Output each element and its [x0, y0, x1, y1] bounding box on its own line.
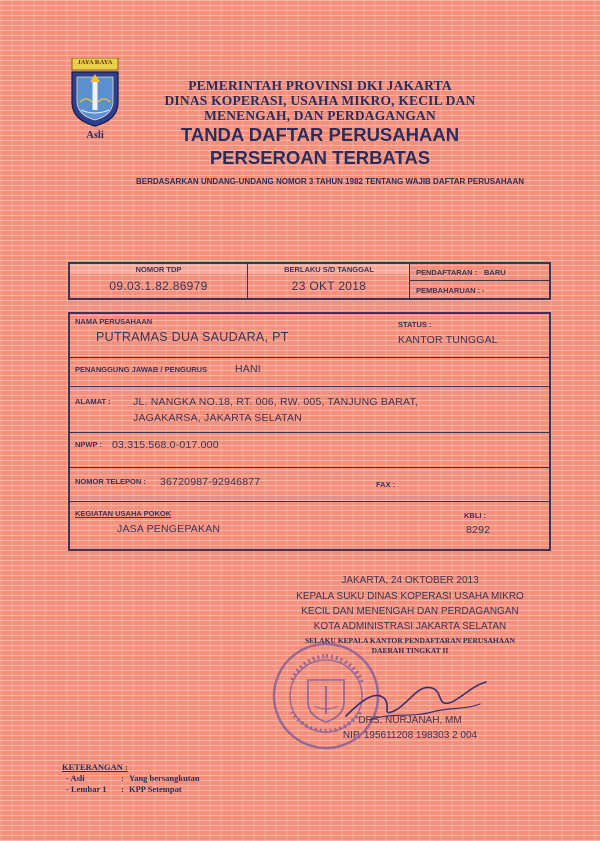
official-title-line-2: KECIL DAN MENENGAH DAN PERDAGANGAN [301, 606, 519, 617]
place-date: JAKARTA, 24 OKTOBER 2013 [341, 575, 479, 586]
notes-row1-value: Yang bersangkutan [129, 773, 200, 783]
notes-row1-sep: : [121, 773, 124, 783]
kbli-label: KBLI : [464, 511, 487, 520]
responsible-person-value: HANI [235, 363, 261, 375]
valid-until-label: BERLAKU S/D TANGGAL [284, 265, 374, 274]
official-title-line-1: KEPALA SUKU DINAS KOPERASI USAHA MIKRO [296, 591, 524, 602]
capacity-line-2: DAERAH TINGKAT II [371, 646, 449, 655]
jakarta-logo [66, 58, 124, 141]
notes-row1-key: - Asli [66, 773, 85, 783]
status-label: STATUS : [398, 320, 432, 329]
header-line-1: PEMERINTAH PROVINSI DKI JAKARTA [188, 78, 452, 93]
company-divider-2 [70, 386, 549, 387]
renewal-label: PEMBAHARUAN : [416, 286, 481, 295]
company-divider-5 [70, 501, 549, 502]
npwp-value: 03.315.568.0-017.000 [112, 439, 219, 451]
document-title: TANDA DAFTAR PERUSAHAAN [180, 124, 460, 145]
notes-row2-key: - Lembar 1 [66, 784, 107, 794]
registration-divider-1 [247, 264, 248, 298]
registration-type-label: PENDAFTARAN : [416, 268, 478, 277]
tdp-number-value: 09.03.1.82.86979 [109, 279, 208, 293]
phone-label: NOMOR TELEPON : [75, 477, 146, 486]
main-activity-label: KEGIATAN USAHA POKOK [75, 509, 172, 518]
renewal-value: - [482, 286, 485, 295]
document-subtitle: PERSEROAN TERBATAS [209, 147, 431, 168]
registration-divider-2 [409, 264, 410, 298]
status-value: KANTOR TUNGGAL [398, 334, 498, 346]
address-label: ALAMAT : [75, 397, 111, 406]
capacity-line-1: SELAKU KEPALA KANTOR PENDAFTARAN PERUSAHAAN [304, 636, 516, 645]
company-divider-4 [70, 467, 549, 468]
official-nip: NIP. 195611208 198303 2 004 [342, 730, 478, 741]
logo-banner: JAYA RAYA [77, 59, 113, 66]
main-activity-value: JASA PENGEPAKAN [117, 523, 221, 535]
notes-row2-sep: : [121, 784, 124, 794]
address-line-2: JAGAKARSA, JAKARTA SELATAN [133, 412, 302, 424]
npwp-label: NPWP : [75, 440, 102, 449]
registration-divider-3 [410, 280, 550, 281]
fax-label: FAX : [376, 480, 396, 489]
company-name-label: NAMA PERUSAHAAN [75, 317, 153, 326]
tdp-number-label: NOMOR TDP [135, 265, 182, 274]
official-title-line-3: KOTA ADMINISTRASI JAKARTA SELATAN [313, 621, 507, 632]
company-name-value: PUTRAMAS DUA SAUDARA, PT [96, 330, 289, 344]
header-line-3: MENENGAH, DAN PERDAGANGAN [204, 108, 436, 123]
notes-row2-value: KPP Setempat [129, 784, 182, 794]
legal-basis: BERDASARKAN UNDANG-UNDANG NOMOR 3 TAHUN 1982 TENTANG WAJIB DAFTAR PERUSAHAAN [135, 177, 524, 186]
header-line-2: DINAS KOPERASI, USAHA MIKRO, KECIL DAN [164, 93, 476, 108]
notes-title: KETERANGAN : [62, 762, 128, 772]
responsible-person-label: PENANGGUNG JAWAB / PENGURUS [75, 365, 208, 374]
company-divider-1 [70, 357, 549, 358]
valid-until-value: 23 OKT 2018 [291, 279, 367, 293]
address-line-1: JL. NANGKA NO.18, RT. 006, RW. 005, TANJUNG BARAT, [133, 396, 419, 408]
kbli-value: 8292 [466, 524, 491, 536]
original-caption: Asli [86, 130, 104, 141]
phone-value: 36720987-92946877 [160, 476, 261, 488]
official-name: DRS. NURJANAH, MM [358, 715, 462, 726]
jakarta-crest-icon [66, 58, 124, 128]
registration-type-value: BARU [484, 268, 506, 277]
company-divider-3 [70, 432, 549, 433]
